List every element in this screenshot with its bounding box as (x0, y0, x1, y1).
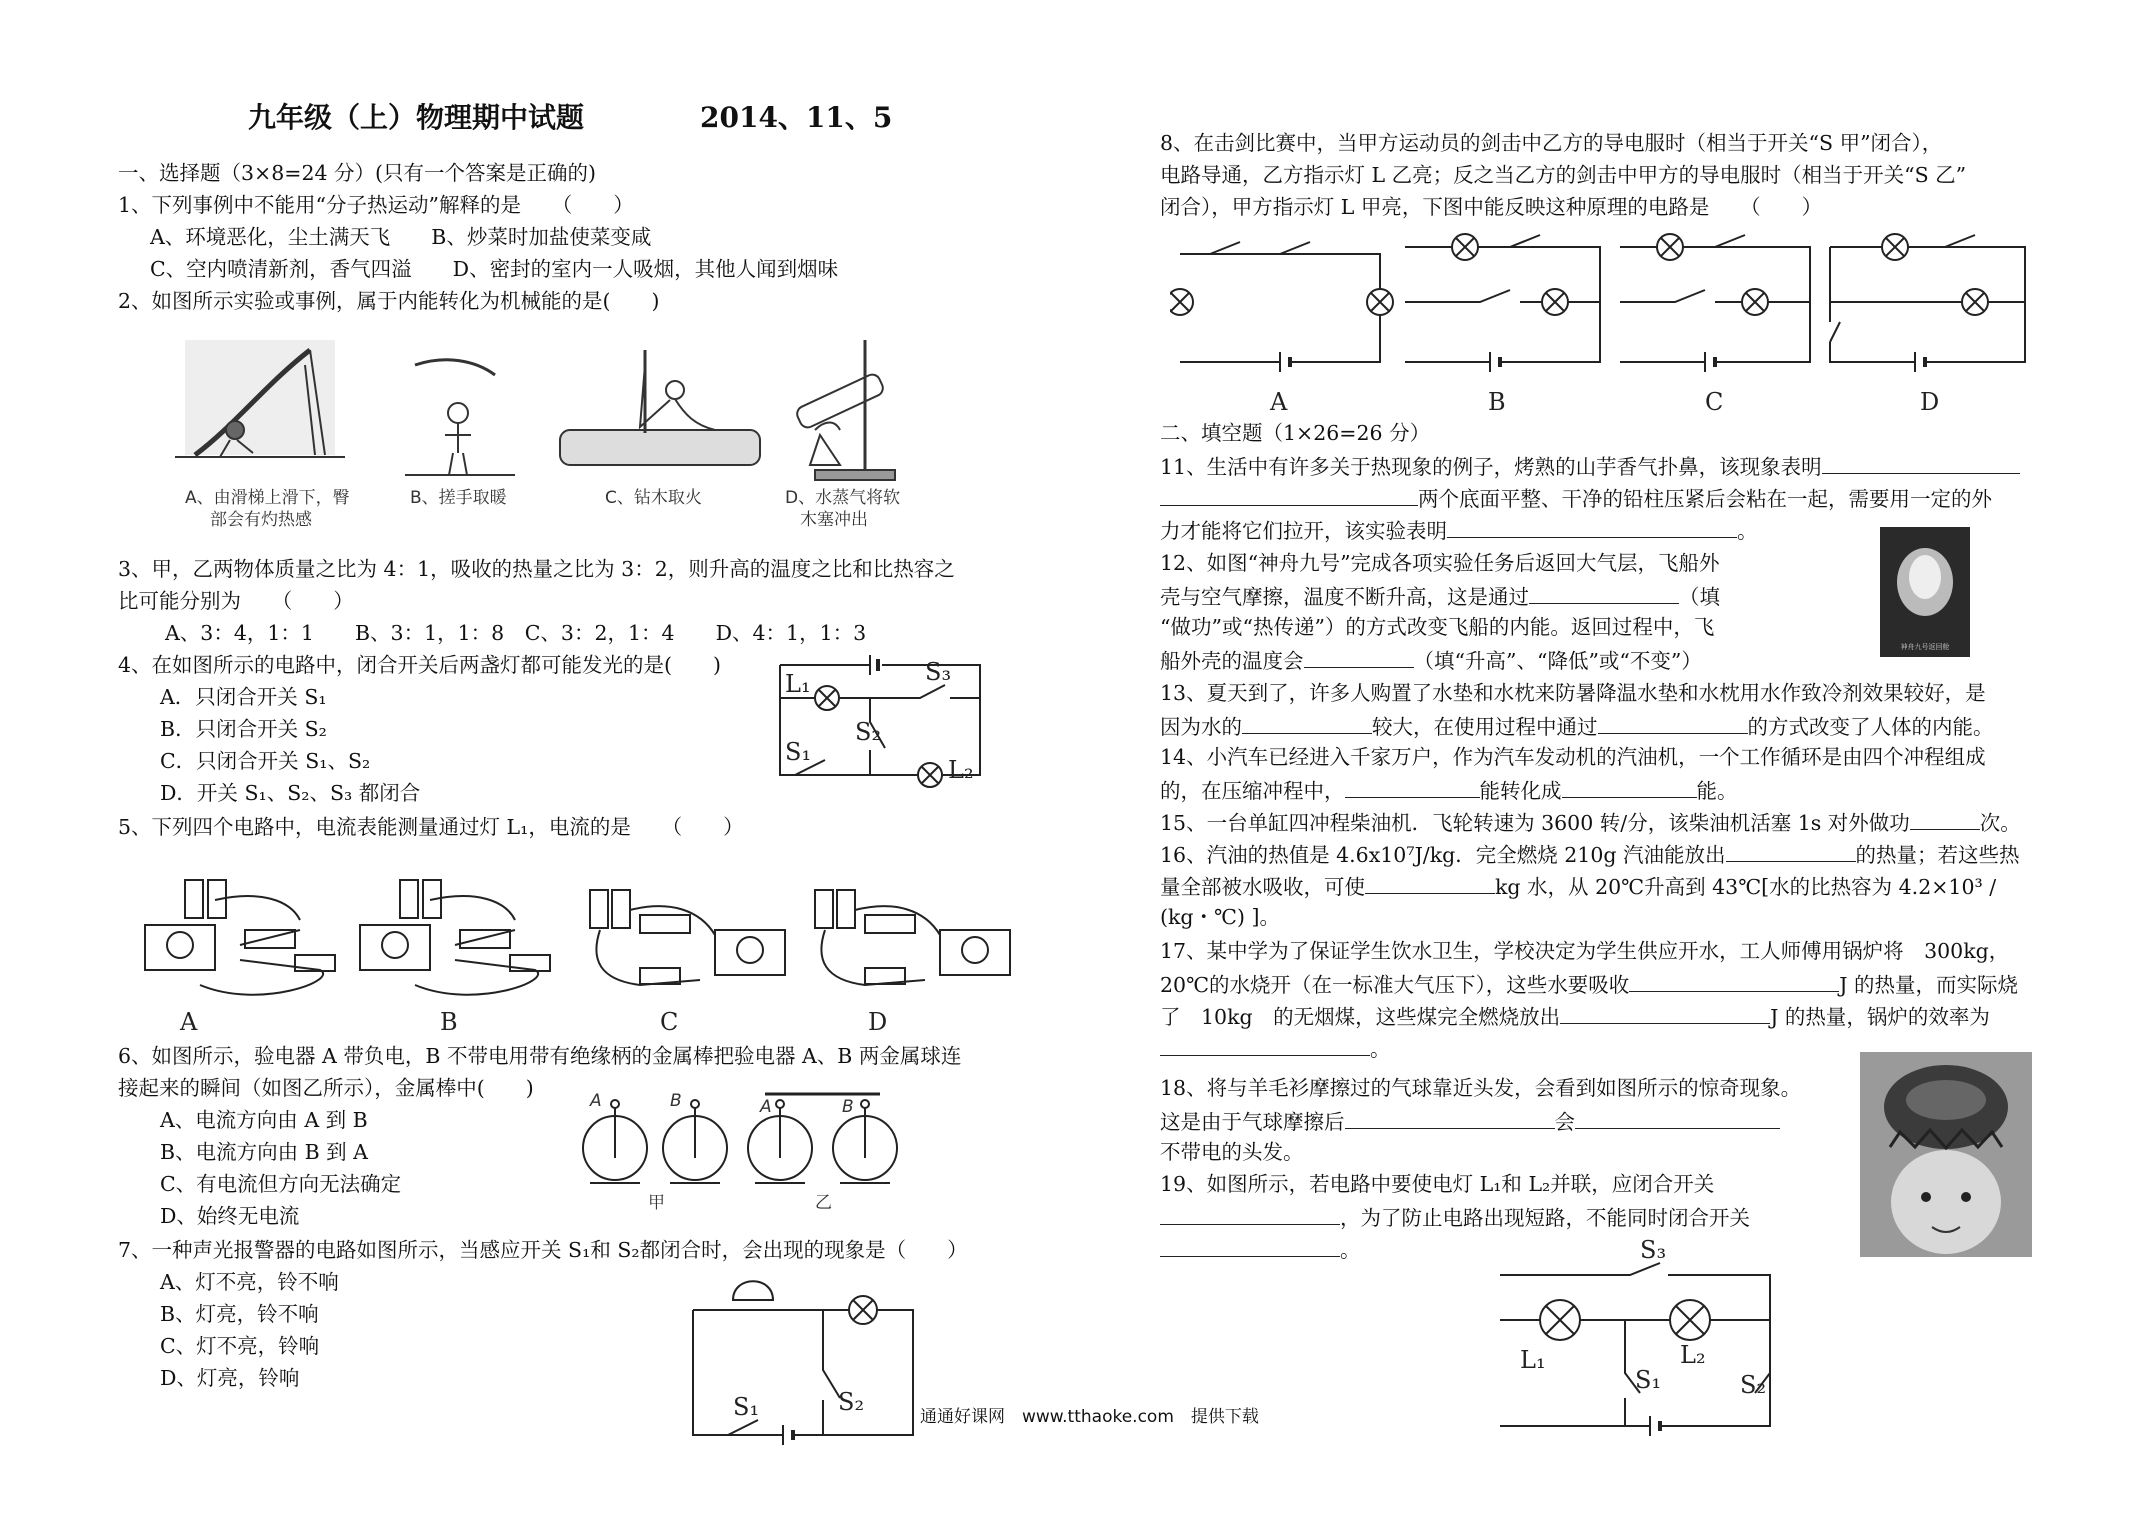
q11-text-3: 力才能将它们拉开，该实验表明 (1160, 519, 1447, 543)
q17-text-4: 了 10kg 的无烟煤，这些煤完全燃烧放出 (1160, 1005, 1561, 1029)
q8-circuit-c (1620, 234, 1810, 372)
q19-blank-2[interactable] (1160, 1234, 1340, 1257)
svg-text:S₂: S₂ (838, 1388, 865, 1416)
svg-text:L₂: L₂ (1680, 1341, 1706, 1369)
q6-label-yi: 乙 (815, 1193, 832, 1213)
page-title: 九年级（上）物理期中试题 (248, 101, 585, 134)
q17-text-3: J 的热量，而实际烧 (1839, 973, 2019, 997)
section-1-heading: 一、选择题（3×8=24 分）(只有一个答案是正确的) (118, 161, 597, 185)
q16-line-2 (1160, 871, 1996, 901)
q8-stem: 8、在击剑比赛中，当甲方运动员的剑击中乙方的导电服时（相当于开关“S 甲”闭合）， (1160, 131, 1943, 155)
q7-circuit-diagram (688, 1270, 933, 1445)
q12-photo-caption: 神舟九号返回舱 (1900, 643, 1950, 651)
q2-caption-a2: 部会有灼热感 (210, 510, 312, 530)
q4-option-c: C．只闭合开关 S₁、S₂ (160, 749, 371, 773)
q2-stem: 2、如图所示实验或事例，属于内能转化为机械能的是( ) (118, 289, 660, 313)
q13-line-2 (1160, 711, 1994, 741)
q6-stem: 6、如图所示，验电器 A 带负电，B 不带电用带有绝缘柄的金属棒把验电器 A、B 两金属球连 (118, 1044, 962, 1068)
q14-text-2: 的，在压缩冲程中， (1160, 779, 1345, 803)
svg-text:S₃: S₃ (1640, 1238, 1667, 1264)
rubbing-hands-illustration (405, 360, 515, 475)
q8-label-b: B (1488, 388, 1506, 416)
q11-blank-1[interactable] (1822, 451, 2020, 474)
q18-blank-2[interactable] (1575, 1106, 1780, 1129)
svg-text:S₂: S₂ (1740, 1371, 1767, 1399)
q8-circuit-d (1830, 234, 2025, 372)
q19-line-2 (1160, 1202, 1750, 1232)
q17-line-2 (1160, 969, 2018, 999)
q13-line-1: 13、夏天到了，许多人购置了水垫和水枕来防暑降温水垫和水枕用水作致冷剂效果较好，是 (1160, 681, 1986, 705)
q6-label-b-yi: B (842, 1097, 854, 1117)
q7-option-b: B、灯亮，铃不响 (160, 1302, 319, 1326)
q14-line-1: 14、小汽车已经进入千家万户，作为汽车发动机的汽油机，一个工作循环是由四个冲程组成 (1160, 745, 1986, 769)
q5-stem: 5、下列四个电路中，电流表能测量通过灯 L₁，电流的是 （ ） (118, 815, 744, 839)
q14-blank-1[interactable] (1345, 775, 1480, 798)
q18-line-3: 不带电的头发。 (1160, 1140, 1304, 1164)
q5-label-c: C (660, 1008, 679, 1035)
q17-text-5: J 的热量，锅炉的效率为 (1770, 1005, 1990, 1029)
q19-circuit-diagram (1490, 1238, 1780, 1438)
q11-text: 11、生活中有许多关于热现象的例子，烤熟的山芋香气扑鼻，该现象表明 (1160, 455, 1822, 479)
svg-text:L₁: L₁ (1520, 1346, 1546, 1374)
q4-option-b: B．只闭合开关 S₂ (160, 717, 327, 741)
q3-stem: 3、甲，乙两物体质量之比为 4：1，吸收的热量之比为 3：2，则升高的温度之比和比热容之 (118, 557, 955, 581)
q2-caption-a1: A、由滑梯上滑下，臀 (185, 488, 350, 508)
q12-text-6: （填“升高”、“降低”或“不变”） (1413, 649, 1702, 673)
q5-circuit-d (815, 890, 1010, 985)
q15-blank[interactable] (1910, 807, 1980, 830)
q1-options-ab: A、环境恶化，尘土满天飞 B、炒菜时加盐使菜变咸 (150, 225, 652, 249)
q11-blank-3[interactable] (1447, 515, 1737, 538)
q18-balloon-hair-photo (1860, 1052, 2032, 1257)
q4-stem: 4、在如图所示的电路中，闭合开关后两盏灯都可能发光的是( ) (118, 653, 722, 677)
q8-figure (1170, 232, 2030, 417)
q16-text-3: 量全部被水吸收，可使 (1160, 875, 1365, 899)
q8-circuit-b (1405, 234, 1600, 372)
q14-text-3: 能转化成 (1479, 779, 1562, 803)
q12-line-1: 12、如图“神舟九号”完成各项实验任务后返回大气层，飞船外 (1160, 551, 1720, 575)
q14-text-4: 能。 (1696, 779, 1738, 803)
q7-option-c: C、灯不亮，铃响 (160, 1334, 320, 1358)
q17-text-6: 。 (1370, 1037, 1391, 1061)
q6-option-b: B、电流方向由 B 到 A (160, 1140, 368, 1164)
q12-text-5: 船外壳的温度会 (1160, 649, 1304, 673)
q11-text-2: 两个底面平整、干净的铅柱压紧后会粘在一起，需要用一定的外 (1418, 487, 1992, 511)
q15-line (1160, 807, 2021, 837)
q6-label-a-jia: A (590, 1091, 602, 1111)
q19-line-1: 19、如图所示，若电路中要使电灯 L₁和 L₂并联，应闭合开关 (1160, 1172, 1715, 1196)
exam-date: 2014、11、5 (700, 101, 893, 134)
q18-line-1: 18、将与羊毛衫摩擦过的气球靠近头发，会看到如图所示的惊奇现象。 (1160, 1076, 1802, 1100)
q17-line-3 (1160, 1001, 1990, 1031)
section-2-heading: 二、填空题（1×26=26 分） (1160, 421, 1431, 445)
q2-caption-b: B、搓手取暖 (410, 488, 507, 508)
q12-line-2 (1160, 581, 1720, 611)
q12-text-3: （填 (1679, 585, 1720, 609)
svg-text:S₁: S₁ (785, 738, 812, 766)
q17-blank-2[interactable] (1560, 1001, 1770, 1024)
q3-options: A、3：4，1：1 B、3：1，1：8 C、3：2，1：4 D、4：1，1：3 (165, 621, 867, 645)
q5-figure (140, 860, 1020, 1035)
q6-option-c: C、有电流但方向无法确定 (160, 1172, 402, 1196)
q17-line-4 (1160, 1033, 1391, 1063)
q12-text-2: 壳与空气摩擦，温度不断升高，这是通过 (1160, 585, 1529, 609)
q19-text-3: 。 (1340, 1238, 1361, 1262)
q16-text-1: 16、汽油的热值是 4.6x10⁷J/kg．完全燃烧 210g 汽油能放出 (1160, 843, 1726, 867)
steam-cork-illustration (795, 340, 895, 480)
q18-text-2: 这是由于气球摩擦后 (1160, 1110, 1345, 1134)
svg-text:S₁: S₁ (1635, 1366, 1662, 1394)
q8-stem-2: 电路导通，乙方指示灯 L 乙亮；反之当乙方的剑击中甲方的导电服时（相当于开关“S 乙” (1160, 163, 1967, 187)
svg-text:S₃: S₃ (925, 658, 952, 686)
svg-text:S₁: S₁ (733, 1393, 760, 1421)
footer-source: 通通好课网 www.tthaoke.com 提供下载 (920, 1407, 1259, 1427)
slide-illustration (175, 340, 345, 457)
q8-label-d: D (1920, 388, 1940, 416)
q6-label-a-yi: A (760, 1097, 772, 1117)
q5-circuit-a (145, 880, 335, 995)
q11-line-3 (1160, 515, 1758, 545)
q15-text-1: 15、一台单缸四冲程柴油机．飞轮转速为 3600 转/分，该柴油机活塞 1s 对外做功 (1160, 811, 1910, 835)
q18-line-2 (1160, 1106, 1780, 1136)
q8-label-c: C (1705, 388, 1724, 416)
q13-blank-2[interactable] (1598, 711, 1748, 734)
q16-blank-1[interactable] (1726, 839, 1856, 862)
q15-text-2: 次。 (1979, 811, 2021, 835)
q5-label-a: A (180, 1008, 198, 1035)
q2-caption-c: C、钻木取火 (605, 488, 702, 508)
q11-line-1 (1160, 451, 2020, 481)
q14-line-2 (1160, 775, 1738, 805)
q5-label-d: D (868, 1008, 888, 1035)
q17-text-2: 20℃的水烧开（在一标准大气压下），这些水要吸收 (1160, 973, 1630, 997)
q16-blank-2[interactable] (1365, 871, 1495, 894)
q17-line-1: 17、某中学为了保证学生饮水卫生，学校决定为学生供应开水，工人师傅用锅炉将 300kg， (1160, 939, 2010, 963)
q12-line-3: “做功”或“热传递”）的方式改变飞船的内能。返回过程中，飞 (1160, 615, 1715, 639)
svg-text:L₁: L₁ (785, 670, 811, 698)
q17-blank-3[interactable] (1160, 1033, 1370, 1056)
q18-text-3: 会 (1554, 1110, 1575, 1134)
q4-circuit-diagram (770, 650, 995, 790)
q4-option-a: A．只闭合开关 S₁ (160, 685, 327, 709)
q11-text-4: 。 (1737, 519, 1758, 543)
q12-line-4 (1160, 645, 1702, 675)
q5-circuit-b (360, 880, 550, 995)
q13-text-3: 较大，在使用过程中通过 (1372, 715, 1598, 739)
q16-line-3: (kg・℃) ]。 (1160, 905, 1280, 929)
q1-stem: 1、下列事例中不能用“分子热运动”解释的是 （ ） (118, 193, 634, 217)
q6-electroscope-figure (580, 1088, 920, 1213)
q12-blank-2[interactable] (1304, 645, 1414, 668)
q5-label-b: B (440, 1008, 458, 1035)
q2-caption-d1: D、水蒸气将软 (785, 488, 901, 508)
q12-spacecraft-photo (1880, 527, 1970, 657)
q3-stem-cont: 比可能分别为 （ ） (118, 589, 354, 613)
q6-option-a: A、电流方向由 A 到 B (160, 1108, 368, 1132)
q2-figure (175, 335, 925, 535)
q7-option-d: D、灯亮，铃响 (160, 1366, 300, 1390)
q7-option-a: A、灯不亮，铃不响 (160, 1270, 339, 1294)
q4-option-d: D．开关 S₁、S₂、S₃ 都闭合 (160, 781, 421, 805)
q6-label-b-jia: B (670, 1091, 682, 1111)
q13-text-2: 因为水的 (1160, 715, 1242, 739)
q16-line-1 (1160, 839, 2020, 869)
q8-label-a: A (1270, 388, 1288, 416)
q16-text-4: kg 水，从 20℃升高到 43℃[水的比热容为 4.2×10³ / (1495, 875, 1997, 899)
q6-stem-cont: 接起来的瞬间（如图乙所示），金属棒中( ) (118, 1076, 534, 1100)
svg-text:S₂: S₂ (855, 718, 882, 746)
q14-blank-2[interactable] (1562, 775, 1697, 798)
q8-circuit-a (1170, 242, 1393, 372)
q11-blank-2[interactable] (1160, 483, 1418, 506)
q19-line-3 (1160, 1234, 1361, 1264)
q11-line-2 (1160, 483, 1992, 513)
q6-label-jia: 甲 (648, 1193, 665, 1213)
q19-blank-1[interactable] (1160, 1202, 1340, 1225)
q1-options-cd: C、空内喷清新剂，香气四溢 D、密封的室内一人吸烟，其他人闻到烟味 (150, 257, 839, 281)
q6-option-d: D、始终无电流 (160, 1204, 300, 1228)
q13-text-4: 的方式改变了人体的内能。 (1747, 715, 1994, 739)
svg-text:L₂: L₂ (948, 756, 974, 784)
q7-stem: 7、一种声光报警器的电路如图所示，当感应开关 S₁和 S₂都闭合时，会出现的现象是（ ） (118, 1238, 968, 1262)
q8-stem-3: 闭合），甲方指示灯 L 甲亮，下图中能反映这种原理的电路是 （ ） (1160, 195, 1823, 219)
q13-blank-1[interactable] (1242, 711, 1372, 734)
q17-blank-1[interactable] (1629, 969, 1839, 992)
q2-caption-d2: 木塞冲出 (800, 510, 868, 530)
q16-text-2: 的热量；若这些热 (1855, 843, 2020, 867)
drill-fire-illustration (560, 350, 760, 465)
q5-circuit-c (590, 890, 785, 985)
q19-text-2: ，为了防止电路出现短路，不能同时闭合开关 (1340, 1206, 1750, 1230)
q18-blank-1[interactable] (1345, 1106, 1555, 1129)
q12-blank-1[interactable] (1529, 581, 1679, 604)
